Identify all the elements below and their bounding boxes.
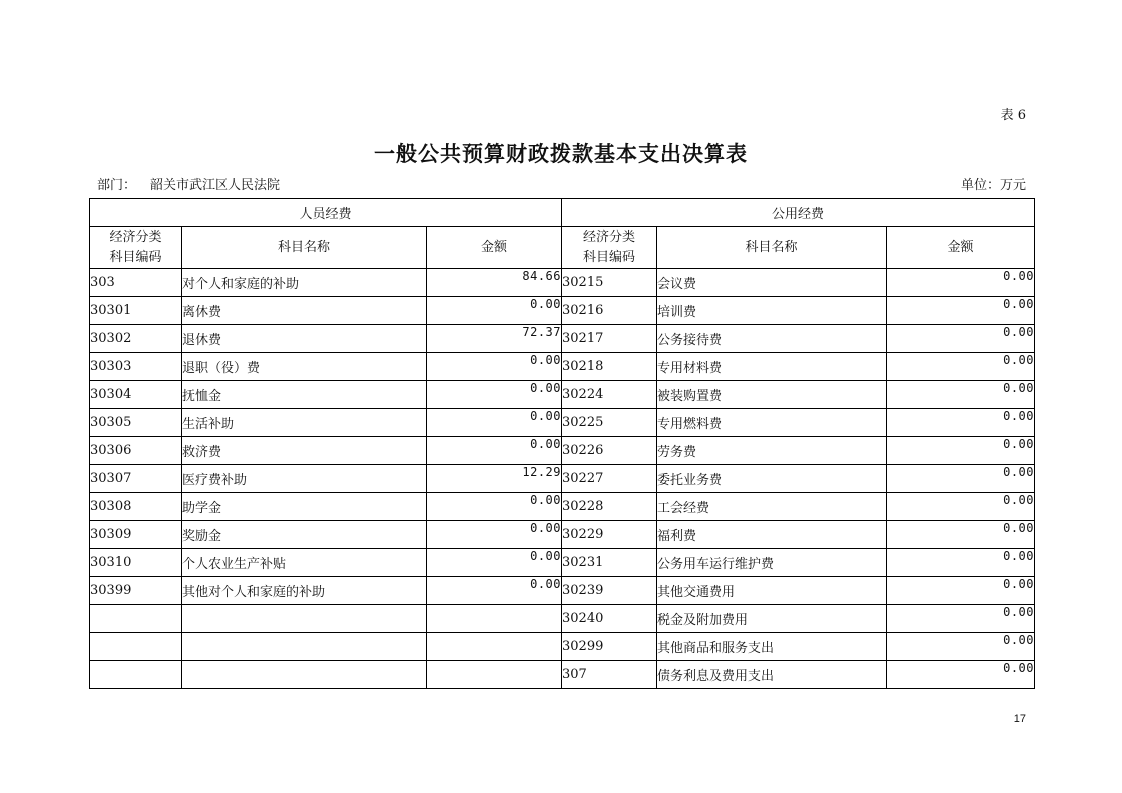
- right-code-header-line1: 经济分类: [582, 229, 635, 245]
- right-code-cell: 30240: [562, 605, 657, 633]
- department-name: 韶关市武江区人民法院: [150, 178, 281, 193]
- right-name-cell: 被装购置费: [657, 381, 887, 409]
- right-name-cell: 其他交通费用: [657, 577, 887, 605]
- left-code-cell: [90, 661, 182, 689]
- right-amount-cell: 0.00: [887, 633, 1035, 661]
- left-name-cell: 生活补助: [182, 409, 427, 437]
- right-name-cell: 劳务费: [657, 437, 887, 465]
- right-name-cell: 委托业务费: [657, 465, 887, 493]
- left-code-cell: 30304: [90, 381, 182, 409]
- table-row: [90, 549, 1035, 577]
- left-amount-cell: 0.00: [427, 409, 562, 437]
- right-amount-cell: 0.00: [887, 297, 1035, 325]
- left-code-header-line1: 经济分类: [109, 229, 162, 245]
- left-code-cell: 30302: [90, 325, 182, 353]
- left-amount-cell: 0.00: [427, 381, 562, 409]
- right-name-header: 科目名称: [657, 227, 887, 269]
- left-name-cell: [182, 633, 427, 661]
- left-amount-cell: 0.00: [427, 493, 562, 521]
- right-amount-cell: 0.00: [887, 521, 1035, 549]
- left-name-header: 科目名称: [182, 227, 427, 269]
- left-amount-cell: 0.00: [427, 437, 562, 465]
- left-code-cell: [90, 605, 182, 633]
- table-number: 表 6: [1000, 108, 1026, 123]
- right-amount-cell: 0.00: [887, 353, 1035, 381]
- left-amount-cell: 0.00: [427, 297, 562, 325]
- left-amount-cell: [427, 661, 562, 689]
- right-code-header: [562, 227, 657, 269]
- right-amount-cell: 0.00: [887, 605, 1035, 633]
- left-amount-cell: 0.00: [427, 549, 562, 577]
- left-amount-cell: 0.00: [427, 577, 562, 605]
- left-amount-cell: 72.37: [427, 325, 562, 353]
- left-code-header: [90, 227, 182, 269]
- right-amount-cell: 0.00: [887, 465, 1035, 493]
- table-row: [90, 661, 1035, 689]
- right-name-cell: 税金及附加费用: [657, 605, 887, 633]
- right-name-cell: 会议费: [657, 269, 887, 297]
- right-code-header-line2: 科目编码: [582, 249, 635, 265]
- table-row: [90, 577, 1035, 605]
- left-name-cell: 个人农业生产补贴: [182, 549, 427, 577]
- right-amount-cell: 0.00: [887, 381, 1035, 409]
- left-name-cell: 其他对个人和家庭的补助: [182, 577, 427, 605]
- right-amount-cell: 0.00: [887, 269, 1035, 297]
- right-name-cell: 培训费: [657, 297, 887, 325]
- left-code-cell: 303: [90, 269, 182, 297]
- left-name-cell: 对个人和家庭的补助: [182, 269, 427, 297]
- table-row: [90, 465, 1035, 493]
- right-code-cell: 30229: [562, 521, 657, 549]
- page-title: 一般公共预算财政拨款基本支出决算表: [374, 141, 748, 166]
- left-code-cell: 30306: [90, 437, 182, 465]
- left-name-cell: [182, 605, 427, 633]
- right-code-cell: 30226: [562, 437, 657, 465]
- table-row: [90, 437, 1035, 465]
- left-name-cell: 退职（役）费: [182, 353, 427, 381]
- left-name-cell: 奖励金: [182, 521, 427, 549]
- table-row: [90, 269, 1035, 297]
- right-name-cell: 债务利息及费用支出: [657, 661, 887, 689]
- right-amount-cell: 0.00: [887, 325, 1035, 353]
- right-code-cell: 30224: [562, 381, 657, 409]
- right-code-cell: 30239: [562, 577, 657, 605]
- right-amount-cell: 0.00: [887, 409, 1035, 437]
- left-name-cell: 助学金: [182, 493, 427, 521]
- right-code-cell: 30216: [562, 297, 657, 325]
- left-code-cell: 30301: [90, 297, 182, 325]
- right-code-cell: 30231: [562, 549, 657, 577]
- right-code-cell: 30228: [562, 493, 657, 521]
- table-row: [90, 521, 1035, 549]
- right-code-cell: 307: [562, 661, 657, 689]
- table-row: [90, 353, 1035, 381]
- right-code-cell: 30217: [562, 325, 657, 353]
- right-name-cell: 工会经费: [657, 493, 887, 521]
- right-amount-cell: 0.00: [887, 577, 1035, 605]
- left-name-cell: 医疗费补助: [182, 465, 427, 493]
- table-row: [90, 409, 1035, 437]
- left-code-cell: 30303: [90, 353, 182, 381]
- left-code-cell: [90, 633, 182, 661]
- left-code-cell: 30309: [90, 521, 182, 549]
- right-code-cell: 30227: [562, 465, 657, 493]
- column-header-row: [90, 227, 1035, 269]
- left-name-cell: 退休费: [182, 325, 427, 353]
- group-header-row: [90, 199, 1035, 227]
- table-row: [90, 297, 1035, 325]
- left-amount-cell: 0.00: [427, 353, 562, 381]
- page-number: 17: [1013, 713, 1026, 725]
- left-name-cell: 抚恤金: [182, 381, 427, 409]
- right-code-cell: 30215: [562, 269, 657, 297]
- right-code-cell: 30218: [562, 353, 657, 381]
- table-row: [90, 325, 1035, 353]
- left-name-cell: 救济费: [182, 437, 427, 465]
- right-name-cell: 专用材料费: [657, 353, 887, 381]
- left-amount-cell: 84.66: [427, 269, 562, 297]
- left-amount-cell: 0.00: [427, 521, 562, 549]
- left-code-header-line2: 科目编码: [109, 249, 162, 265]
- left-name-cell: 离休费: [182, 297, 427, 325]
- left-code-cell: 30310: [90, 549, 182, 577]
- right-name-cell: 专用燃料费: [657, 409, 887, 437]
- right-code-cell: 30225: [562, 409, 657, 437]
- right-name-cell: 福利费: [657, 521, 887, 549]
- left-code-cell: 30399: [90, 577, 182, 605]
- department-label: 部门：: [97, 178, 137, 193]
- personnel-group-header: 人员经费: [90, 199, 562, 227]
- right-amount-cell: 0.00: [887, 437, 1035, 465]
- right-amount-header: 金额: [887, 227, 1035, 269]
- unit-label: 单位：万元: [960, 178, 1026, 193]
- left-code-cell: 30307: [90, 465, 182, 493]
- right-amount-cell: 0.00: [887, 661, 1035, 689]
- table-row: [90, 633, 1035, 661]
- right-code-cell: 30299: [562, 633, 657, 661]
- right-amount-cell: 0.00: [887, 493, 1035, 521]
- left-amount-header: 金额: [427, 227, 562, 269]
- left-code-cell: 30308: [90, 493, 182, 521]
- right-name-cell: 公务用车运行维护费: [657, 549, 887, 577]
- left-amount-cell: [427, 605, 562, 633]
- left-amount-cell: [427, 633, 562, 661]
- right-name-cell: 公务接待费: [657, 325, 887, 353]
- budget-table: [89, 198, 1035, 689]
- table-row: [90, 605, 1035, 633]
- right-name-cell: 其他商品和服务支出: [657, 633, 887, 661]
- left-amount-cell: 12.29: [427, 465, 562, 493]
- right-amount-cell: 0.00: [887, 549, 1035, 577]
- table-row: [90, 493, 1035, 521]
- left-name-cell: [182, 661, 427, 689]
- department-line: [97, 174, 280, 193]
- table-row: [90, 381, 1035, 409]
- public-group-header: 公用经费: [562, 199, 1035, 227]
- left-code-cell: 30305: [90, 409, 182, 437]
